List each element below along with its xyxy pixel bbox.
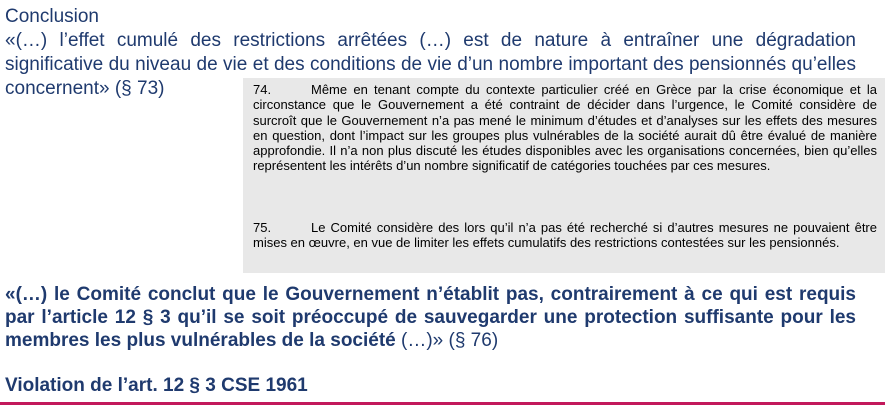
- paragraph-75: [253, 220, 877, 251]
- violation-statement: Violation de l’art. 12 § 3 CSE 1961: [5, 375, 308, 396]
- paragraph-text: Même en tenant compte du contexte particulier créé en Grèce par la crise économique et la circonstance que le Gouvernement a été contraint de décider dans l’urgence, le Comité considère de surcroît que le Gouvernement n’a pas mené le minimum d’études et d’analyses sur les effets des mesures en question, dont l’impact sur les groupes plus vulnérables de la société aurait dû être évalué de manière approfondie. Il n’a non plus discuté les études disponibles avec les organisations concernées, bien qu’elles représentent les intérêts d’un nombre significatif de catégories touchées par ces mesures.: [253, 82, 877, 174]
- paragraph-74: [253, 82, 877, 174]
- paragraph-text: Le Comité considère des lors qu’il n’a pas été recherché si d’autres mesures ne pouvaient être mises en œuvre, en vue de limiter les effets cumulatifs des restrictions contestées sur les pensionnés.: [253, 220, 877, 251]
- decision-excerpt: [243, 78, 885, 273]
- conclusion-quote-reference: (…)» (§ 76): [395, 330, 499, 351]
- paragraph-number: 75.: [253, 220, 272, 235]
- paragraph-number: 74.: [253, 82, 272, 97]
- conclusion-quote-bold: «(…) le Comité conclut que le Gouvernement n’établit pas, contrairement à ce qui est requis par l’article 12 § 3 qu’il se soit préoccupé de sauvegarder une protection suffisante pour les membres les plus vulnérables de la société: [5, 284, 856, 351]
- section-heading: Conclusion: [5, 6, 99, 27]
- intro-quote: «(…) l’effet cumulé des restrictions arrêtées (…) est de nature à entraîner une dégradation significative du niveau de vie et des conditions de vie d’un nombre important des pensionnés qu’elles concernent» (§ 73): [5, 30, 856, 99]
- conclusion-quote: [5, 283, 856, 352]
